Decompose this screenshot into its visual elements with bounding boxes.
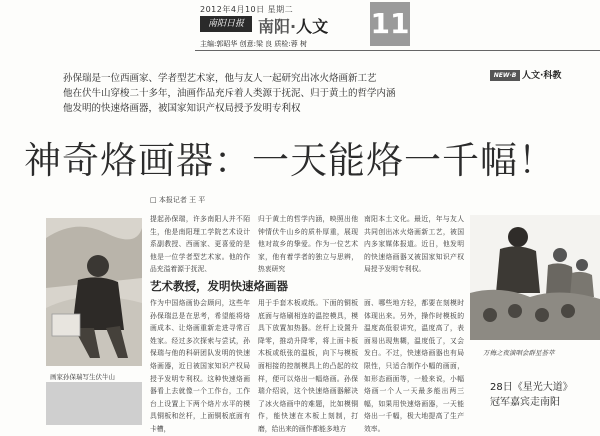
section-name: 人文 [296,17,329,36]
teaser-line: 冠军嘉宾走南阳 [490,397,560,408]
category-tag [490,68,561,81]
body-column: 作为中国烙画协会顾问，这些年孙保瑞总是在思考，希望能将烙画成本、让烙画重新走进寻常百姓家。经过多次探索与尝试，孙保瑞与他的科研团队发明的快速烙画器，近日被国家知识产权局授予发明专利权。这种快速烙画器看上去就像一个工作台，工作台上设置上下两个烙片水平的模具铜板和丝杆，上面铜板底面有卡槽， [150,299,250,433]
portrait-caption: 画家孙保瑞写生伏牛山 [50,373,115,381]
artwork-photo [46,382,142,425]
section-title [258,14,328,37]
editorial-credits: 主编:郭昭华 创意:梁 良 质检:蓉 树 [200,40,307,48]
related-story-teaser[interactable] [490,380,573,410]
newspaper-logo: 南阳日报 [200,16,252,32]
event-photo-caption: 万梅之夜演唱会群星荟萃 [483,349,555,357]
page-number: 11 [370,2,410,46]
article-headline: 神奇烙画器：一天能烙一千幅！ [24,139,556,182]
body-column: 归于黄土的哲学内涵，映照出他钟情伏牛山乡的质朴厚重，展现他对故乡的挚爱。作为一位艺术家，他有着学者的独立与思辨，热衷研究 [258,215,358,274]
category-label: 人文·科教 [522,71,562,81]
body-column: 用于手套木板或纸。下面的铜板底面与烙刷相连的温控模具，模具下放置加热器。丝杆上设置升降零，推动升降零，将上面卡板木板或纸张的温板，向下与模板面相接的控制模具上的凸起的纹样，便可以烙出一幅烙画。孙保瑞介绍说，这个快速烙画器解决了冰火烙画中的难题，比如模铜作，能快速在木板上刻制，打磨，给出来的画作都能多地方 [258,299,358,433]
concert-stage-photo [470,215,600,340]
lead-line: 他发明的快速烙画器，被国家知识产权局授予发明专利权 [63,103,301,114]
article-subhead: 艺术教授，发明快速烙画器 [150,279,288,293]
lead-line: 他在伏牛山穿梭二十多年，油画作品充斥着人类源于抚泥、归于黄土的哲学内涵 [63,88,396,99]
teaser-line: 28日《星光大道》 [490,382,573,393]
masthead-divider [195,50,600,51]
category-logo: NEW·B [490,70,520,81]
byline: □ 本报记者 王 平 [150,196,206,204]
body-column: 面、哪些地方轻，都要在刻模时体现出来。另外，操作时模板的温度高低很讲究，温度高了，表面易出现焦糊，温度低了，又会发白。不过，快速烙画器也有局限性，只适合制作小幅的画面，如形态画面等，一般来说，小幅烙画一个人一天最多能出两三幅，如果用快速烙画器，一天能烙出一千幅，极大地提高了生产效率。 [364,299,464,433]
issue-date: 2012年4月10日 星期二 [200,5,294,14]
lead-line: 孙保瑞是一位西画家、学者型艺术家，他与友人一起研究出冰火烙画新工艺 [63,73,377,84]
body-column: 南阳本土文化。最近，年与友人共同创出冰火烙画新工艺，被国内多家媒体报道。近日，他发明的快速烙画器又被国家知识产权局授予发明专利权。 [364,215,464,274]
artist-portrait-photo [46,218,142,366]
body-column: 提起孙保瑞，许多南阳人并不陌生，他是南阳理工学院艺术设计系副教授、西画家、更喜爱的是他是一位学者型艺术家。他的作品充溢着源于抚泥、 [150,215,250,274]
section-region: 南阳· [258,17,297,36]
